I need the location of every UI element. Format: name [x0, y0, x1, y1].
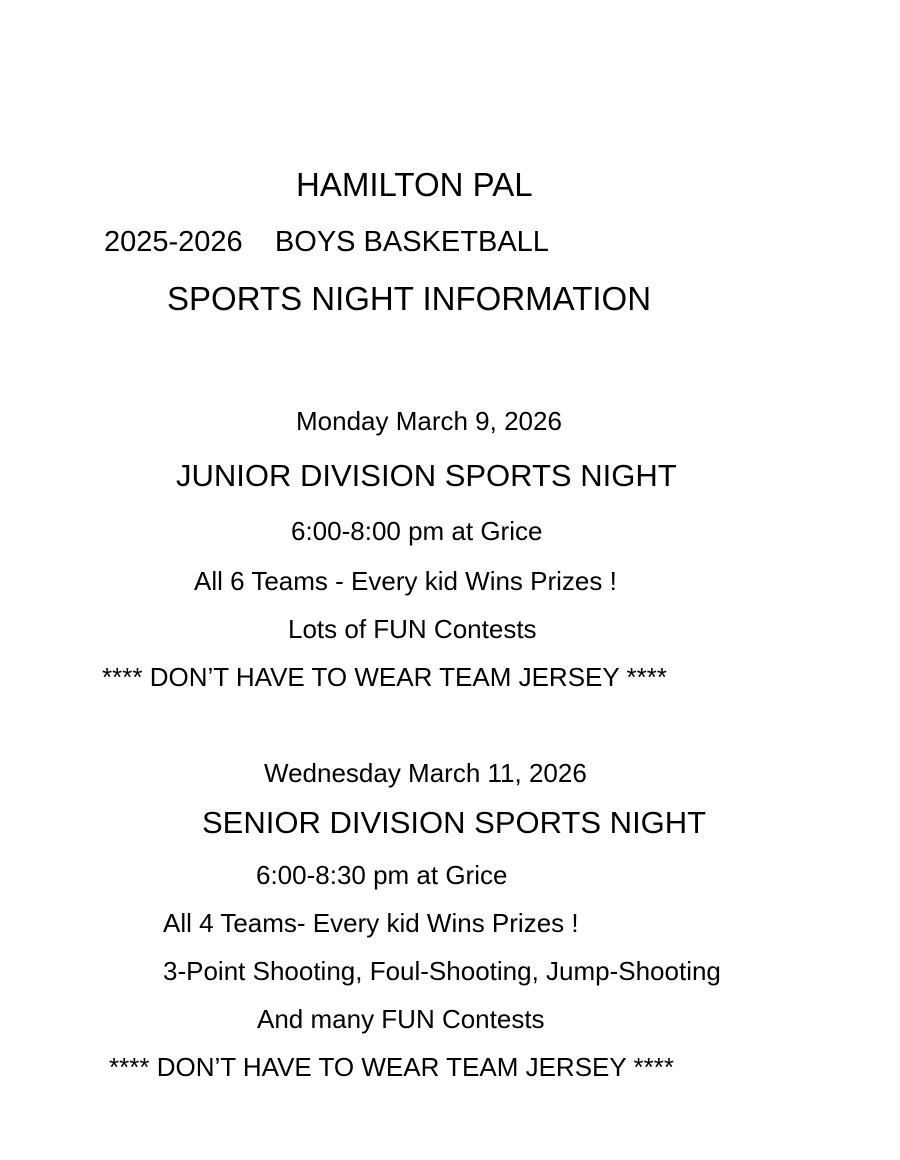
season-line: 2025-2026 BOYS BASKETBALL	[104, 226, 549, 258]
senior-jersey-note: **** DON’T HAVE TO WEAR TEAM JERSEY ****	[109, 1052, 674, 1082]
senior-events: 3-Point Shooting, Foul-Shooting, Jump-Shooting	[163, 956, 721, 986]
senior-date: Wednesday March 11, 2026	[264, 758, 587, 788]
senior-teams: All 4 Teams- Every kid Wins Prizes !	[163, 908, 579, 938]
junior-jersey-note: **** DON’T HAVE TO WEAR TEAM JERSEY ****	[102, 662, 667, 692]
junior-time: 6:00-8:00 pm at Grice	[291, 516, 543, 546]
page-heading: SPORTS NIGHT INFORMATION	[167, 280, 652, 317]
junior-division-title: JUNIOR DIVISION SPORTS NIGHT	[176, 458, 677, 493]
senior-contests: And many FUN Contests	[257, 1004, 545, 1034]
senior-division-title: SENIOR DIVISION SPORTS NIGHT	[202, 805, 707, 840]
senior-time: 6:00-8:30 pm at Grice	[256, 860, 508, 890]
junior-date: Monday March 9, 2026	[296, 406, 562, 436]
junior-teams: All 6 Teams - Every kid Wins Prizes !	[194, 566, 617, 596]
junior-contests: Lots of FUN Contests	[288, 614, 537, 644]
org-title: HAMILTON PAL	[296, 166, 533, 203]
